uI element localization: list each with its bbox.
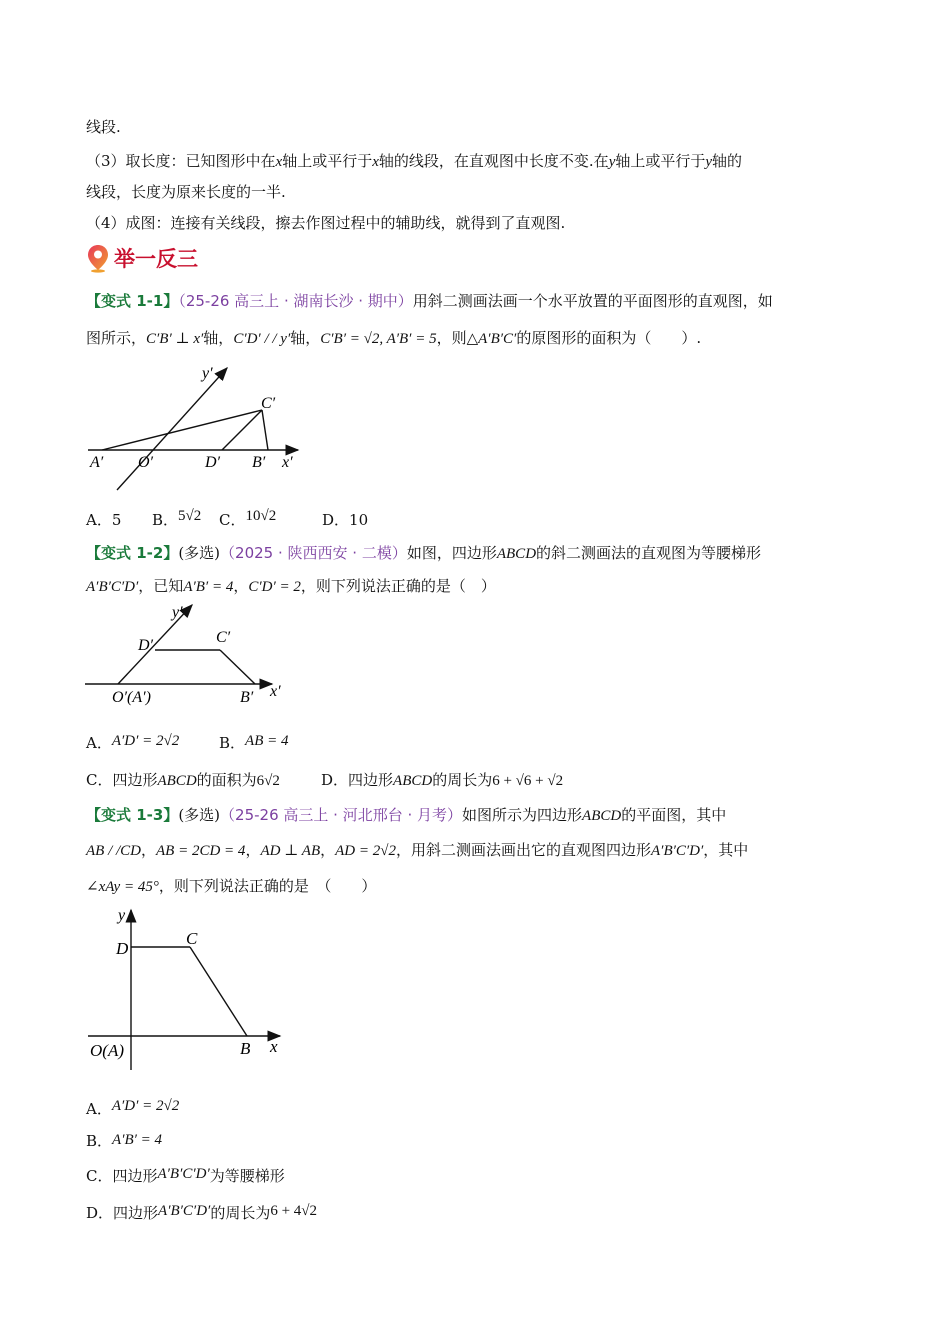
q1-figure	[80, 360, 310, 495]
q2-option-b[interactable]: B．AB = 4	[219, 733, 289, 752]
q1-label-a: A′	[90, 454, 104, 471]
q1-label-o: O′	[138, 454, 154, 471]
q3-seg-cb	[190, 947, 247, 1036]
q1-label-x: x′	[282, 454, 293, 471]
q3-figure	[80, 900, 300, 1070]
q1-line1: 【变式 1-1】（25-26 高三上 · 湖南长沙 · 期中）用斜二测画法画一个水平放置的平面图形的直观图，如	[86, 292, 773, 310]
q1-line2: 图所示，C′B′ ⊥ x′轴，C′D′ / / y′轴，C′B′ = √2, A′B′ = 5，则△A′B′C′的原图形的面积为（ ）.	[86, 329, 702, 347]
q1-source: （25-26 高三上 · 湖南长沙 · 期中）	[178, 292, 413, 310]
q3-label-x: x	[270, 1037, 278, 1056]
q2-label-o: O′(A′)	[112, 689, 151, 706]
q1-seg-ac	[102, 410, 262, 450]
intro-step4: （4）成图：连接有关线段，擦去作图过程中的辅助线，就得到了直观图.	[86, 214, 566, 232]
q3-option-c[interactable]: C．四边形A′B′C′D′为等腰梯形	[86, 1166, 285, 1185]
location-pin-icon	[86, 243, 110, 273]
q2-figure	[80, 600, 300, 712]
q2-line2: A′B′C′D′，已知A′B′ = 4，C′D′ = 2，则下列说法正确的是（ ）	[86, 577, 496, 595]
q1-y-axis	[117, 368, 227, 490]
q1-tag: 【变式 1-1】	[86, 292, 179, 310]
q1-seg-dc	[222, 410, 262, 450]
q2-line1: 【变式 1-2】(多选)（2025 · 陕西西安 · 二模）如图，四边形ABCD的斜二测画法的直观图为等腰梯形	[86, 544, 762, 562]
q1-label-b: B′	[252, 454, 266, 471]
q3-label-b: B	[240, 1039, 251, 1058]
intro-step3: （3）取长度：已知图形中在x轴上或平行于x轴的线段，在直观图中长度不变.在y轴上或平行于y轴的	[86, 152, 743, 170]
q3-source: （25-26 高三上 · 河北邢台 · 月考）	[220, 806, 463, 824]
q2-option-d[interactable]: D．四边形ABCD的周长为6 + √6 + √2	[321, 771, 564, 789]
q3-label-o: O(A)	[90, 1041, 124, 1060]
q2-label-c: C′	[216, 629, 231, 646]
q2-option-c[interactable]: C．四边形ABCD的面积为6√2	[86, 771, 280, 789]
q1-option-a[interactable]: A．5	[86, 511, 122, 529]
section-title: 举一反三	[114, 247, 198, 271]
q3-option-a[interactable]: A．A′D′ = 2√2	[86, 1098, 180, 1118]
q2-label-b: B′	[240, 689, 254, 706]
q3-option-b[interactable]: B．A′B′ = 4	[86, 1132, 163, 1150]
q3-line3: ∠xAy = 45°，则下列说法正确的是 （ ）	[86, 877, 377, 895]
section-heading	[86, 242, 198, 274]
q3-label-c: C	[186, 929, 198, 948]
q1-label-y: y′	[202, 365, 213, 382]
q2-tag: 【变式 1-2】	[86, 544, 179, 562]
q3-tag: 【变式 1-3】	[86, 806, 179, 824]
q3-line1: 【变式 1-3】(多选)（25-26 高三上 · 河北邢台 · 月考）如图所示为四边形ABCD的平面图，其中	[86, 806, 727, 824]
q1-option-c[interactable]: C．10√2	[219, 508, 277, 529]
q2-source: （2025 · 陕西西安 · 二模）	[220, 544, 407, 562]
q2-seg-cb	[220, 650, 255, 684]
q2-label-y: y′	[172, 604, 183, 621]
q2-label-d: D′	[138, 637, 154, 654]
q3-option-d[interactable]: D．四边形A′B′C′D′的周长为6 + 4√2	[86, 1203, 318, 1222]
q2-option-a[interactable]: A．A′D′ = 2√2	[86, 733, 180, 752]
q2-label-x: x′	[270, 683, 281, 700]
q1-option-d[interactable]: D．10	[322, 511, 369, 529]
q3-label-d: D	[116, 939, 129, 958]
q1-option-b[interactable]: B．5√2	[152, 508, 202, 529]
q3-label-y: y	[118, 907, 126, 924]
q1-label-d: D′	[205, 454, 221, 471]
q1-label-c: C′	[261, 395, 276, 412]
intro-step3-cont: 线段，长度为原来长度的一半.	[86, 183, 286, 201]
q1-seg-bc	[262, 410, 268, 450]
intro-line0: 线段.	[86, 118, 121, 136]
q3-line2: AB / /CD，AB = 2CD = 4，AD ⊥ AB，AD = 2√2，用斜二测画法画出它的直观图四边形A′B′C′D′，其中	[86, 841, 749, 859]
